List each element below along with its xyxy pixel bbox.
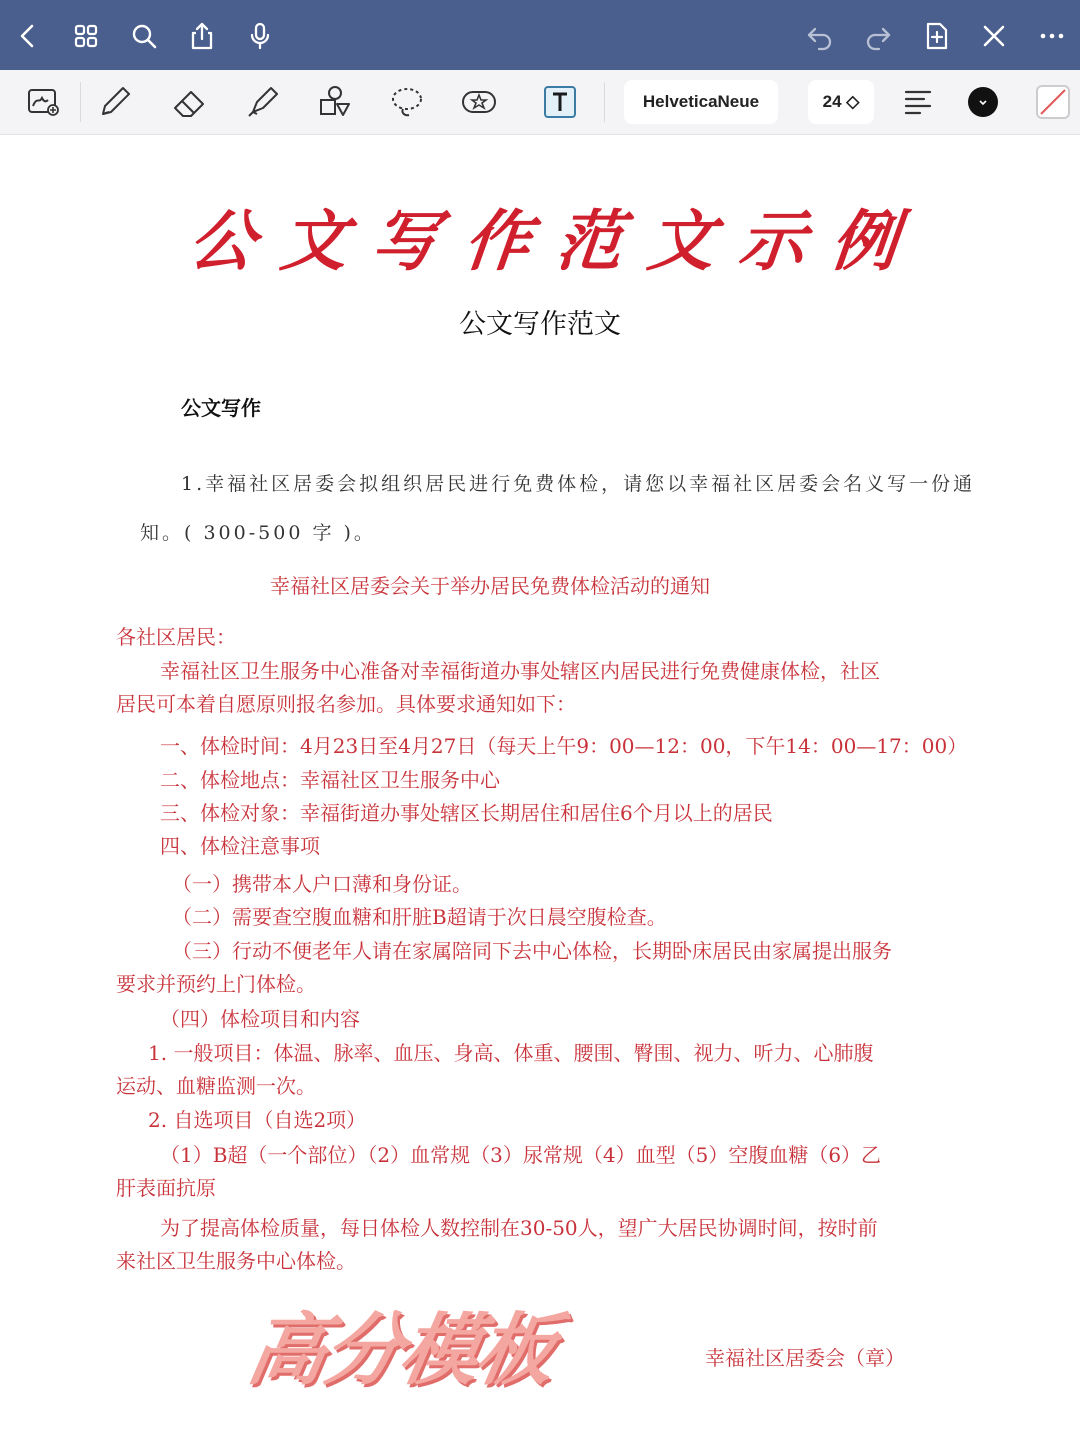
- lasso-tool-icon[interactable]: [384, 80, 430, 124]
- notice-body-line: 为了提高体检质量，每日体检人数控制在30-50人，望广大居民协调时间，按时前: [160, 1216, 878, 1240]
- close-icon[interactable]: [976, 18, 1012, 54]
- decorative-title-char: 作: [460, 202, 537, 280]
- notice-body-line: 居民可本着自愿原则报名参加。具体要求通知如下：: [116, 692, 576, 716]
- pen-tool-icon[interactable]: [92, 80, 138, 124]
- toolbar-divider: [80, 82, 81, 122]
- notice-body-line: 二、体检地点：幸福社区卫生服务中心: [160, 768, 500, 792]
- notice-body-line: 来社区卫生服务中心体检。: [116, 1249, 356, 1273]
- decorative-title-char: 范: [552, 202, 629, 280]
- notice-signature: 幸福社区居委会（章）: [705, 1346, 905, 1370]
- undo-icon[interactable]: [802, 18, 838, 54]
- search-icon[interactable]: [126, 18, 162, 54]
- more-icon[interactable]: [1034, 18, 1070, 54]
- image-insert-icon[interactable]: [20, 80, 66, 124]
- decorative-title-char: 公: [185, 202, 262, 280]
- text-align-icon[interactable]: [895, 80, 941, 124]
- notice-body-line: 幸福社区卫生服务中心准备对幸福街道办事处辖区内居民进行免费健康体检，社区: [160, 659, 880, 683]
- notice-body-line: 三、体检对象：幸福街道办事处辖区长期居住和居住6个月以上的居民: [160, 801, 773, 825]
- section-title: 公文写作: [181, 396, 261, 420]
- microphone-icon[interactable]: [242, 18, 278, 54]
- shapes-tool-icon[interactable]: [312, 80, 358, 124]
- redo-icon[interactable]: [860, 18, 896, 54]
- drawing-toolbar: [0, 70, 1080, 135]
- notice-title: 幸福社区居委会关于举办居民免费体检活动的通知: [270, 574, 710, 598]
- toolbar-divider: [604, 82, 605, 122]
- watermark-text: 高分模板: [240, 1306, 561, 1396]
- sticker-tool-icon[interactable]: [456, 80, 502, 124]
- notice-body-line: 肝表面抗原: [116, 1176, 216, 1200]
- share-icon[interactable]: [184, 18, 220, 54]
- notice-body-line: 四、体检注意事项: [160, 834, 320, 858]
- highlighter-tool-icon[interactable]: [240, 80, 286, 124]
- top-navbar: [0, 0, 1080, 70]
- notice-body-line: 1. 一般项目：体温、脉率、血压、身高、体重、腰围、臀围、视力、听力、心肺腹: [148, 1041, 874, 1065]
- decorative-title-char: 文: [643, 202, 721, 280]
- notice-body-line: （1）B超（一个部位）（2）血常规（3）尿常规（4）血型（5）空腹血糖（6）乙: [160, 1143, 882, 1167]
- decorative-title-char: 例: [827, 202, 904, 280]
- font-family-selector[interactable]: HelveticaNeue: [624, 80, 778, 124]
- decorative-title-char: 文: [277, 202, 354, 280]
- notice-body-line: （四）体检项目和内容: [160, 1007, 360, 1031]
- notice-body-line: （三）行动不便老年人请在家属陪同下去中心体检，长期卧床居民由家属提出服务: [172, 939, 892, 963]
- grid-view-icon[interactable]: [68, 18, 104, 54]
- decorative-title: [185, 188, 904, 283]
- notice-body-line: 运动、血糖监测一次。: [116, 1074, 316, 1098]
- back-chevron-icon[interactable]: [10, 18, 46, 54]
- add-page-icon[interactable]: [918, 18, 954, 54]
- color-picker-icon[interactable]: [960, 80, 1006, 124]
- text-fill-icon[interactable]: [1030, 80, 1076, 124]
- notice-body-line: （一）携带本人户口薄和身份证。: [172, 872, 472, 896]
- notice-body-line: （二）需要查空腹血糖和肝脏B超请于次日晨空腹检查。: [172, 905, 667, 929]
- notice-body-line: 一、体检时间：4月23日至4月27日（每天上午9：00—12：00，下午14：00—17：00）: [160, 734, 968, 758]
- document-subtitle: 公文写作范文: [459, 309, 621, 340]
- eraser-tool-icon[interactable]: [166, 80, 212, 124]
- notice-body-line: 要求并预约上门体检。: [116, 972, 316, 996]
- decorative-title-char: 示: [735, 202, 812, 280]
- question-line: 知。( 300-500 字 )。: [140, 522, 376, 544]
- notice-body-line: 2. 自选项目（自选2项）: [148, 1108, 367, 1132]
- text-tool-icon[interactable]: [537, 80, 583, 124]
- question-line: 1.幸福社区居委会拟组织居民进行免费体检，请您以幸福社区居委会名义写一份通: [181, 473, 976, 495]
- font-size-selector[interactable]: 24 ◇: [808, 80, 874, 124]
- decorative-title-char: 写: [368, 202, 445, 280]
- notice-salutation: 各社区居民：: [116, 625, 236, 649]
